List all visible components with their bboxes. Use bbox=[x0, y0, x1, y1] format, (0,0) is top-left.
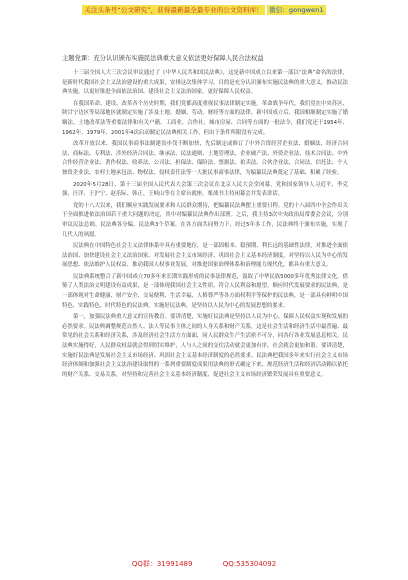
paragraph: 党的十八大以来，我们顺应实践发展要求和人民群众期待，把编纂民法典摆上重要日程。党的十八届四中全会作出关于全面推进依法治国若干重大问题的决定，其中对编纂民法典作出部署。之后，我主持3次中央政治局常委会会议，分别审议民法总则、民法典各分编、民法典3个草案。在各方面共同努力下，经过5年多工作，民法典终于颁布实施，实现了几代人的夙愿。 bbox=[62, 202, 348, 238]
qq-group: QQ群：31991489 bbox=[131, 560, 193, 568]
paragraph: 民法典系统整合了新中国成立70多年来长期实践形成的民事法律规范，汲取了中华民族5000多年优秀法律文化，借鉴了人类法治文明建设有益成果，是一部体现我国社会主义性质、符合人民利益和愿望、顺应时代发展要求的民法典，是一部体现对生命健康、财产安全、交易便利、生活幸福、人格尊严等各方面权利平等保护的民法典，是一部具有鲜明中国特色、实践特色、时代特色的民法典。实施好民法典，是坚持以人民为中心的发展思想的要求。 bbox=[62, 273, 348, 309]
contact-footer bbox=[0, 556, 408, 572]
paragraph: 2020年5月28日，第十三届全国人民代表大会第三次会议在北京人民大会堂闭幕，党和国家领导人习近平、李克强、汪洋、王沪宁、赵乐际、韩正、王岐山等在主席台就座。栗战书主持闭幕会并发表讲话。 bbox=[62, 181, 348, 198]
wechat-id: 微信：gongwen1 bbox=[269, 6, 324, 14]
qq-number: QQ:535304092 bbox=[222, 560, 277, 568]
paragraph: 在我国革命、建设、改革各个历史时期，我们党都高度重视民事法律制定实施。革命战争年代，我们党在中央苏区、陕甘宁边区等局部地区就制定实施了涉及土地、婚姻、劳动、财经等方面的法律。新中国成立后，我国相继制定实施了婚姻法、土地改革法等重要法律和有关户籍、工商业、合作社、城市房屋、合同等方面的一批法令，我们党还于1954年、1962年、1979年、2001年4次启动制定民法典相关工作，但由于条件所限没有完成。 bbox=[62, 100, 348, 136]
document-title: 主题党课：充分认识颁布实施民法典重大意义依法更好保障人民合法权益 bbox=[62, 55, 264, 62]
paragraph: 民法典在中国特色社会主义法律体系中具有重要地位，是一部固根本、稳预期、利长远的基础性法律，对推进全面依法治国、加快建设社会主义法治国家，对发展社会主义市场经济、巩固社会主义基本经济制度，对坚持以人民为中心的发展思想、依法维护人民权益、推动我国人权事业发展，对推进国家治理体系和治理能力现代化，都具有重大意义。 bbox=[62, 243, 348, 269]
promo-text: 关注头条号“公文研究”，获得最新最全最专业的公文资料库！ bbox=[84, 6, 263, 14]
paragraph: 第一，加强民法典重大意义的宣传教育。要讲清楚，实施好民法典是坚持以人民为中心、保障人民权益实现和发展的必然要求。民法典调整规范自然人、法人等民事主体之间的人身关系和财产关系，这是社会生活和经济生活中最普遍、最常见的社会关系和经济关系，涉及经济社会生活方方面面，同人民群众生产生活密不可分，同各行各业发展息息相关。民法典实施得好，人民群众权益就会得到切实维护，人与人之间的交往活动就会更加有序，社会就会更加和谐。要讲清楚，实施好民法典是发展社会主义市场经济、巩固社会主义基本经济制度的必然要求。民法典把我国多年来实行社会主义市场经济体制和加强社会主义法治建设取得的一系列重要制度成果用法典的形式确定下来，规范经济生活和经济活动赖以依托的财产关系、交易关系，对坚持和完善社会主义基本经济制度、促进社会主义市场经济繁荣发展具有重要意义。 bbox=[62, 314, 348, 378]
paragraph: 改革开放以来，我国民事商事法制建设步伐不断加快，先后制定或修订了中外合资经营企业法、婚姻法、经济合同法、商标法、专利法、涉外经济合同法、继承法、民法通则、土地管理法、企业破产法、外资企业法、技术合同法、中外合作经营企业法、著作权法、收养法、公司法、担保法、保险法、票据法、拍卖法、合伙企业法、合同法、信托法、个人独资企业法、农村土地承包法、物权法、侵权责任法等一大批民事商事法律，为编纂民法典奠定了基础、积累了经验。 bbox=[62, 141, 348, 176]
promo-banner bbox=[0, 0, 408, 20]
paragraph: 十三届全国人大三次会议审议通过了《中华人民共和国民法典》，这是新中国成立以来第一部以“法典”命名的法律，是新时代我国社会主义法治建设的重大成果，安排这次集体学习，目的是充分认识颁布实施民法典的重大意义，推动民法典实施，以更好推进全面依法治国、建设社会主义法治国家，更好保障人民权益。 bbox=[62, 70, 348, 96]
document-body bbox=[62, 54, 348, 382]
